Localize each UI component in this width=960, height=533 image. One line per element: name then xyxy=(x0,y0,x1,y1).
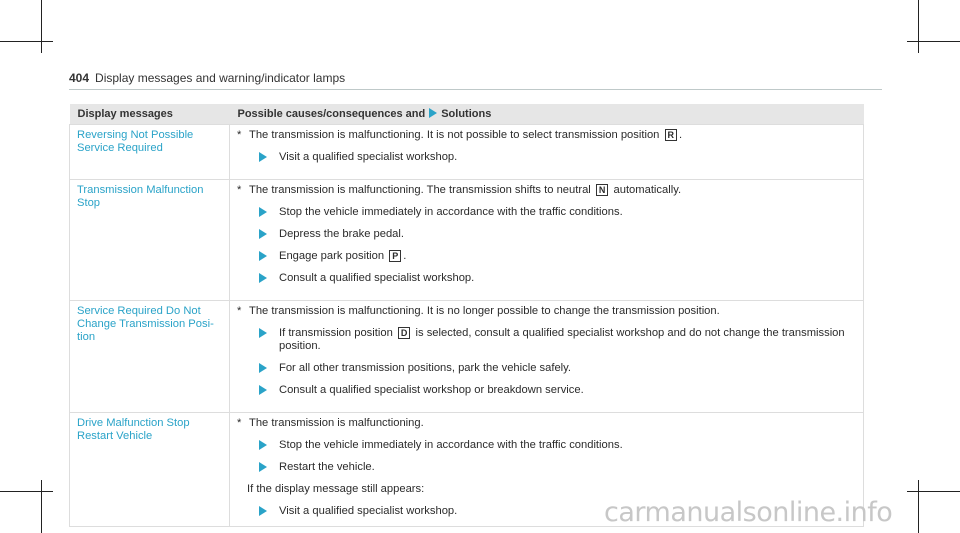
arrow-right-icon xyxy=(429,108,437,118)
solution-step: Visit a qualified specialist workshop. xyxy=(237,505,856,518)
cause-description: * The transmission is malfunctioning. It is no longer possible to change the transmission position. xyxy=(237,305,720,317)
page-number: 404 xyxy=(69,71,90,85)
arrow-right-icon xyxy=(259,506,267,516)
gear-p-icon: P xyxy=(389,250,401,262)
table-row xyxy=(70,180,864,301)
crop-mark xyxy=(907,491,960,492)
display-message: Reversing Not Possible Service Required xyxy=(70,125,230,180)
crop-mark xyxy=(41,0,42,53)
arrow-right-icon xyxy=(259,152,267,162)
crop-mark xyxy=(41,480,42,533)
cause-description: * The transmission is malfunctioning. It is not possible to select transmission position R . xyxy=(237,129,683,141)
display-message: Service Required Do Not Change Transmission Posi-tion xyxy=(70,301,230,413)
table-row xyxy=(70,301,864,413)
arrow-right-icon xyxy=(259,207,267,217)
solution-step: Consult a qualified specialist workshop. xyxy=(237,272,856,285)
watermark: carmanualsonline.info xyxy=(604,497,893,528)
crop-mark xyxy=(918,0,919,53)
solution-step: Restart the vehicle. xyxy=(237,461,856,474)
arrow-right-icon xyxy=(259,462,267,472)
solution-step: Engage park position P . xyxy=(237,250,856,263)
cause-description: * The transmission is malfunctioning. The transmission shifts to neutral N automatically. xyxy=(237,184,682,196)
column-header-messages: Display messages xyxy=(70,104,230,125)
solutions-cell xyxy=(230,180,864,301)
cause-description: * The transmission is malfunctioning. xyxy=(237,417,424,429)
solutions-cell xyxy=(230,301,864,413)
arrow-right-icon xyxy=(259,328,267,338)
display-message: Drive Malfunction Stop Restart Vehicle xyxy=(70,413,230,527)
arrow-right-icon xyxy=(259,273,267,283)
gear-n-icon: N xyxy=(596,184,609,196)
arrow-right-icon xyxy=(259,363,267,373)
note-text: If the display message still appears: xyxy=(247,483,425,495)
crop-mark xyxy=(918,480,919,533)
arrow-right-icon xyxy=(259,229,267,239)
display-message: Transmission Malfunction Stop xyxy=(70,180,230,301)
crop-mark xyxy=(0,41,53,42)
solution-step: Visit a qualified specialist workshop. xyxy=(237,151,856,164)
page-header xyxy=(69,71,345,85)
arrow-right-icon xyxy=(259,440,267,450)
solution-step: Stop the vehicle immediately in accordance with the traffic conditions. xyxy=(237,439,856,452)
gear-d-icon: D xyxy=(398,327,411,339)
table-header-row xyxy=(70,104,864,125)
arrow-right-icon xyxy=(259,385,267,395)
column-header-solutions: Possible causes/consequences and Solutions xyxy=(230,104,864,125)
page-title: Display messages and warning/indicator lamps xyxy=(95,71,346,85)
messages-table xyxy=(69,104,864,527)
table-row xyxy=(70,125,864,180)
arrow-right-icon xyxy=(259,251,267,261)
solution-step: Consult a qualified specialist workshop or breakdown service. xyxy=(237,384,856,397)
crop-mark xyxy=(0,491,53,492)
solution-step: Stop the vehicle immediately in accordance with the traffic conditions. xyxy=(237,206,856,219)
header-divider xyxy=(69,89,882,90)
solution-step: For all other transmission positions, park the vehicle safely. xyxy=(237,362,856,375)
gear-r-icon: R xyxy=(665,129,678,141)
solution-step: Depress the brake pedal. xyxy=(237,228,856,241)
solution-step: If transmission position D is selected, consult a qualified specialist workshop and do not change the transmission position. xyxy=(237,327,856,353)
solutions-cell xyxy=(230,125,864,180)
crop-mark xyxy=(907,41,960,42)
